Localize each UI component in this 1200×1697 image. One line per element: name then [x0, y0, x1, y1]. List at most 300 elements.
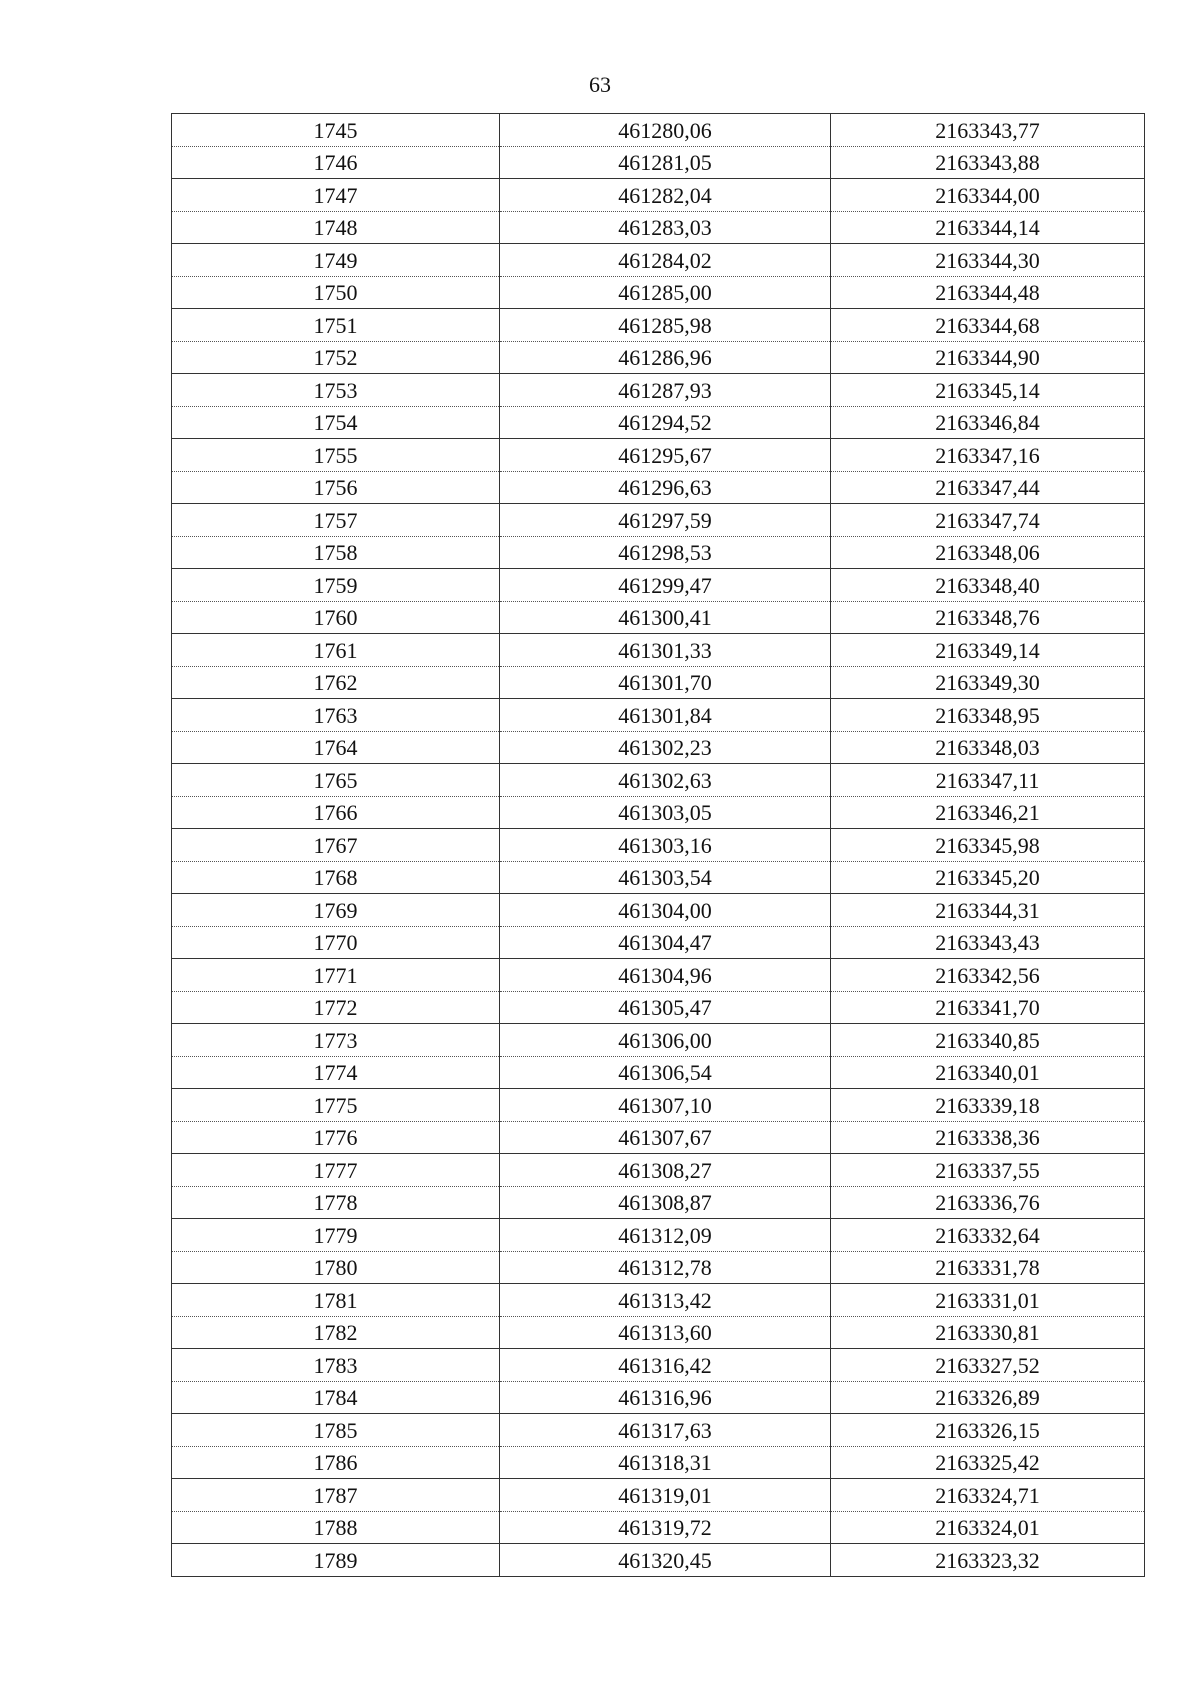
point-number-cell [172, 114, 500, 147]
table-row [172, 341, 1145, 374]
x-coordinate-value: 461283,03 [618, 215, 712, 240]
point-number-value: 1763 [313, 702, 358, 728]
y-coordinate-cell [831, 861, 1145, 894]
x-coordinate-value: 461319,72 [618, 1515, 712, 1540]
x-coordinate-value: 461286,96 [618, 345, 712, 370]
y-coordinate-cell [831, 504, 1145, 537]
y-coordinate-cell [831, 309, 1145, 342]
table-row [172, 536, 1145, 569]
point-number-value: 1762 [313, 670, 358, 695]
x-coordinate-cell [500, 1544, 831, 1577]
table-row [172, 1284, 1145, 1317]
point-number-cell [172, 211, 500, 244]
x-coordinate-value: 461297,59 [618, 507, 712, 533]
y-coordinate-cell [831, 699, 1145, 732]
y-coordinate-value: 2163343,43 [935, 930, 1040, 955]
x-coordinate-cell [500, 439, 831, 472]
point-number-value: 1765 [313, 767, 358, 793]
point-number-value: 1747 [313, 182, 358, 208]
point-number-value: 1778 [313, 1190, 358, 1215]
table-row [172, 861, 1145, 894]
y-coordinate-cell [831, 1414, 1145, 1447]
y-coordinate-value: 2163339,18 [935, 1092, 1040, 1118]
y-coordinate-value: 2163347,11 [935, 767, 1040, 793]
table-row [172, 764, 1145, 797]
y-coordinate-value: 2163324,71 [935, 1482, 1040, 1508]
x-coordinate-value: 461302,63 [618, 767, 712, 793]
x-coordinate-value: 461284,02 [618, 247, 712, 273]
y-coordinate-cell [831, 634, 1145, 667]
point-number-cell [172, 796, 500, 829]
point-number-cell [172, 634, 500, 667]
point-number-cell [172, 569, 500, 602]
point-number-cell [172, 536, 500, 569]
y-coordinate-cell [831, 1349, 1145, 1382]
y-coordinate-value: 2163346,84 [935, 410, 1040, 435]
point-number-value: 1779 [313, 1222, 358, 1248]
y-coordinate-value: 2163344,31 [935, 897, 1040, 923]
y-coordinate-cell [831, 1284, 1145, 1317]
x-coordinate-value: 461300,41 [618, 605, 712, 630]
x-coordinate-cell [500, 1121, 831, 1154]
point-number-cell [172, 1544, 500, 1577]
table-row [172, 699, 1145, 732]
point-number-value: 1789 [313, 1547, 358, 1573]
coordinates-table [171, 113, 1145, 1577]
table-row [172, 991, 1145, 1024]
x-coordinate-value: 461301,33 [618, 637, 712, 663]
point-number-value: 1775 [313, 1092, 358, 1118]
y-coordinate-cell [831, 374, 1145, 407]
y-coordinate-value: 2163326,89 [935, 1385, 1040, 1410]
y-coordinate-value: 2163337,55 [935, 1157, 1040, 1183]
table-row [172, 1381, 1145, 1414]
y-coordinate-cell [831, 731, 1145, 764]
y-coordinate-value: 2163344,30 [935, 247, 1040, 273]
y-coordinate-cell [831, 1219, 1145, 1252]
point-number-cell [172, 1024, 500, 1057]
table-row [172, 1414, 1145, 1447]
point-number-cell [172, 309, 500, 342]
x-coordinate-cell [500, 1219, 831, 1252]
point-number-value: 1780 [313, 1255, 358, 1280]
y-coordinate-value: 2163325,42 [935, 1450, 1040, 1475]
y-coordinate-value: 2163342,56 [935, 962, 1040, 988]
y-coordinate-cell [831, 829, 1145, 862]
y-coordinate-value: 2163347,16 [935, 442, 1040, 468]
y-coordinate-value: 2163331,01 [935, 1287, 1040, 1313]
table-row [172, 471, 1145, 504]
y-coordinate-value: 2163345,20 [935, 865, 1040, 890]
y-coordinate-value: 2163344,00 [935, 182, 1040, 208]
point-number-value: 1756 [313, 475, 358, 500]
point-number-cell [172, 1186, 500, 1219]
y-coordinate-value: 2163349,14 [935, 637, 1040, 663]
x-coordinate-value: 461280,06 [618, 117, 712, 143]
x-coordinate-value: 461282,04 [618, 182, 712, 208]
x-coordinate-value: 461303,16 [618, 832, 712, 858]
x-coordinate-cell [500, 1056, 831, 1089]
x-coordinate-value: 461296,63 [618, 475, 712, 500]
point-number-cell [172, 1154, 500, 1187]
table-row [172, 374, 1145, 407]
x-coordinate-cell [500, 471, 831, 504]
x-coordinate-cell [500, 146, 831, 179]
x-coordinate-value: 461319,01 [618, 1482, 712, 1508]
table-row [172, 894, 1145, 927]
point-number-value: 1750 [313, 280, 358, 305]
x-coordinate-cell [500, 991, 831, 1024]
x-coordinate-cell [500, 926, 831, 959]
table-row [172, 406, 1145, 439]
point-number-value: 1783 [313, 1352, 358, 1378]
y-coordinate-cell [831, 926, 1145, 959]
y-coordinate-value: 2163346,21 [935, 800, 1040, 825]
x-coordinate-value: 461307,10 [618, 1092, 712, 1118]
point-number-cell [172, 1284, 500, 1317]
page-number: 63 [589, 72, 611, 97]
x-coordinate-cell [500, 341, 831, 374]
point-number-cell [172, 764, 500, 797]
x-coordinate-cell [500, 1316, 831, 1349]
y-coordinate-cell [831, 1186, 1145, 1219]
x-coordinate-cell [500, 959, 831, 992]
x-coordinate-cell [500, 894, 831, 927]
y-coordinate-cell [831, 1154, 1145, 1187]
point-number-cell [172, 341, 500, 374]
y-coordinate-cell [831, 991, 1145, 1024]
x-coordinate-cell [500, 1024, 831, 1057]
y-coordinate-value: 2163344,14 [935, 215, 1040, 240]
y-coordinate-cell [831, 666, 1145, 699]
x-coordinate-cell [500, 634, 831, 667]
table-row [172, 146, 1145, 179]
table-row [172, 1219, 1145, 1252]
y-coordinate-value: 2163348,40 [935, 572, 1040, 598]
y-coordinate-cell [831, 959, 1145, 992]
y-coordinate-value: 2163348,76 [935, 605, 1040, 630]
point-number-cell [172, 1479, 500, 1512]
point-number-value: 1766 [313, 800, 358, 825]
point-number-cell [172, 439, 500, 472]
x-coordinate-cell [500, 699, 831, 732]
y-coordinate-cell [831, 1251, 1145, 1284]
table-row [172, 829, 1145, 862]
y-coordinate-cell [831, 1381, 1145, 1414]
point-number-value: 1785 [313, 1417, 358, 1443]
y-coordinate-cell [831, 276, 1145, 309]
x-coordinate-cell [500, 179, 831, 212]
point-number-cell [172, 471, 500, 504]
y-coordinate-value: 2163344,48 [935, 280, 1040, 305]
table-row [172, 926, 1145, 959]
table-row [172, 1089, 1145, 1122]
x-coordinate-value: 461308,87 [618, 1190, 712, 1215]
table-row [172, 1446, 1145, 1479]
y-coordinate-cell [831, 114, 1145, 147]
y-coordinate-cell [831, 439, 1145, 472]
point-number-value: 1752 [313, 345, 358, 370]
point-number-cell [172, 1219, 500, 1252]
x-coordinate-cell [500, 569, 831, 602]
table-row [172, 1511, 1145, 1544]
y-coordinate-cell [831, 1121, 1145, 1154]
x-coordinate-value: 461318,31 [618, 1450, 712, 1475]
point-number-cell [172, 601, 500, 634]
point-number-value: 1748 [313, 215, 358, 240]
point-number-cell [172, 1121, 500, 1154]
table-row [172, 211, 1145, 244]
x-coordinate-cell [500, 309, 831, 342]
x-coordinate-value: 461287,93 [618, 377, 712, 403]
table-row [172, 244, 1145, 277]
y-coordinate-value: 2163336,76 [935, 1190, 1040, 1215]
table-row [172, 959, 1145, 992]
point-number-value: 1745 [313, 117, 358, 143]
point-number-value: 1782 [313, 1320, 358, 1345]
point-number-value: 1753 [313, 377, 358, 403]
point-number-value: 1786 [313, 1450, 358, 1475]
x-coordinate-value: 461285,98 [618, 312, 712, 338]
y-coordinate-value: 2163340,85 [935, 1027, 1040, 1053]
x-coordinate-cell [500, 764, 831, 797]
point-number-value: 1764 [313, 735, 358, 760]
point-number-cell [172, 666, 500, 699]
x-coordinate-value: 461301,84 [618, 702, 712, 728]
y-coordinate-cell [831, 341, 1145, 374]
y-coordinate-value: 2163324,01 [935, 1515, 1040, 1540]
point-number-cell [172, 244, 500, 277]
point-number-value: 1757 [313, 507, 358, 533]
x-coordinate-value: 461312,78 [618, 1255, 712, 1280]
x-coordinate-value: 461305,47 [618, 995, 712, 1020]
y-coordinate-cell [831, 796, 1145, 829]
y-coordinate-cell [831, 569, 1145, 602]
table-row [172, 666, 1145, 699]
point-number-cell [172, 861, 500, 894]
x-coordinate-cell [500, 731, 831, 764]
x-coordinate-cell [500, 504, 831, 537]
x-coordinate-cell [500, 276, 831, 309]
point-number-cell [172, 1349, 500, 1382]
y-coordinate-cell [831, 1089, 1145, 1122]
x-coordinate-value: 461285,00 [618, 280, 712, 305]
y-coordinate-value: 2163348,06 [935, 540, 1040, 565]
x-coordinate-value: 461298,53 [618, 540, 712, 565]
point-number-value: 1784 [313, 1385, 358, 1410]
point-number-cell [172, 991, 500, 1024]
y-coordinate-cell [831, 1316, 1145, 1349]
point-number-value: 1774 [313, 1060, 358, 1085]
point-number-cell [172, 406, 500, 439]
x-coordinate-value: 461304,47 [618, 930, 712, 955]
point-number-cell [172, 276, 500, 309]
x-coordinate-value: 461313,60 [618, 1320, 712, 1345]
y-coordinate-cell [831, 406, 1145, 439]
y-coordinate-value: 2163344,90 [935, 345, 1040, 370]
point-number-cell [172, 1446, 500, 1479]
table-row [172, 1349, 1145, 1382]
y-coordinate-value: 2163343,88 [935, 150, 1040, 175]
point-number-cell [172, 1511, 500, 1544]
point-number-value: 1772 [313, 995, 358, 1020]
point-number-value: 1760 [313, 605, 358, 630]
x-coordinate-cell [500, 1251, 831, 1284]
point-number-value: 1761 [313, 637, 358, 663]
y-coordinate-cell [831, 1024, 1145, 1057]
point-number-cell [172, 1251, 500, 1284]
x-coordinate-cell [500, 406, 831, 439]
x-coordinate-value: 461312,09 [618, 1222, 712, 1248]
x-coordinate-cell [500, 601, 831, 634]
x-coordinate-cell [500, 536, 831, 569]
point-number-cell [172, 926, 500, 959]
y-coordinate-value: 2163347,44 [935, 475, 1040, 500]
y-coordinate-cell [831, 1479, 1145, 1512]
x-coordinate-value: 461303,54 [618, 865, 712, 890]
x-coordinate-cell [500, 796, 831, 829]
x-coordinate-cell [500, 374, 831, 407]
y-coordinate-value: 2163345,98 [935, 832, 1040, 858]
x-coordinate-value: 461304,00 [618, 897, 712, 923]
y-coordinate-value: 2163323,32 [935, 1547, 1040, 1573]
x-coordinate-cell [500, 1446, 831, 1479]
point-number-value: 1781 [313, 1287, 358, 1313]
y-coordinate-cell [831, 764, 1145, 797]
x-coordinate-value: 461303,05 [618, 800, 712, 825]
x-coordinate-value: 461307,67 [618, 1125, 712, 1150]
x-coordinate-cell [500, 1186, 831, 1219]
x-coordinate-cell [500, 1284, 831, 1317]
y-coordinate-value: 2163344,68 [935, 312, 1040, 338]
y-coordinate-value: 2163348,03 [935, 735, 1040, 760]
point-number-value: 1787 [313, 1482, 358, 1508]
point-number-value: 1758 [313, 540, 358, 565]
x-coordinate-value: 461304,96 [618, 962, 712, 988]
y-coordinate-value: 2163327,52 [935, 1352, 1040, 1378]
x-coordinate-value: 461320,45 [618, 1547, 712, 1573]
y-coordinate-value: 2163332,64 [935, 1222, 1040, 1248]
table-row [172, 569, 1145, 602]
y-coordinate-cell [831, 244, 1145, 277]
x-coordinate-value: 461308,27 [618, 1157, 712, 1183]
x-coordinate-value: 461295,67 [618, 442, 712, 468]
y-coordinate-cell [831, 471, 1145, 504]
table-row [172, 1024, 1145, 1057]
table-row [172, 601, 1145, 634]
x-coordinate-value: 461301,70 [618, 670, 712, 695]
y-coordinate-cell [831, 1446, 1145, 1479]
point-number-cell [172, 894, 500, 927]
x-coordinate-value: 461317,63 [618, 1417, 712, 1443]
x-coordinate-cell [500, 1479, 831, 1512]
point-number-value: 1754 [313, 410, 358, 435]
table-row [172, 1544, 1145, 1577]
x-coordinate-value: 461299,47 [618, 572, 712, 598]
point-number-value: 1759 [313, 572, 358, 598]
x-coordinate-cell [500, 1381, 831, 1414]
x-coordinate-cell [500, 861, 831, 894]
table-row [172, 504, 1145, 537]
x-coordinate-cell [500, 114, 831, 147]
point-number-cell [172, 179, 500, 212]
y-coordinate-value: 2163330,81 [935, 1320, 1040, 1345]
table-row [172, 796, 1145, 829]
table-row [172, 634, 1145, 667]
point-number-value: 1770 [313, 930, 358, 955]
y-coordinate-value: 2163338,36 [935, 1125, 1040, 1150]
x-coordinate-value: 461294,52 [618, 410, 712, 435]
point-number-cell [172, 959, 500, 992]
x-coordinate-value: 461316,96 [618, 1385, 712, 1410]
table-row [172, 1154, 1145, 1187]
y-coordinate-cell [831, 146, 1145, 179]
point-number-cell [172, 699, 500, 732]
point-number-value: 1755 [313, 442, 358, 468]
x-coordinate-value: 461302,23 [618, 735, 712, 760]
point-number-cell [172, 504, 500, 537]
y-coordinate-value: 2163326,15 [935, 1417, 1040, 1443]
y-coordinate-value: 2163345,14 [935, 377, 1040, 403]
point-number-cell [172, 1316, 500, 1349]
point-number-value: 1769 [313, 897, 358, 923]
x-coordinate-cell [500, 244, 831, 277]
table-row [172, 1186, 1145, 1219]
y-coordinate-value: 2163347,74 [935, 507, 1040, 533]
table-row [172, 179, 1145, 212]
point-number-cell [172, 1381, 500, 1414]
x-coordinate-value: 461306,00 [618, 1027, 712, 1053]
x-coordinate-cell [500, 666, 831, 699]
table-row [172, 439, 1145, 472]
point-number-cell [172, 374, 500, 407]
y-coordinate-value: 2163349,30 [935, 670, 1040, 695]
point-number-value: 1771 [313, 962, 358, 988]
point-number-cell [172, 1056, 500, 1089]
point-number-cell [172, 1414, 500, 1447]
y-coordinate-cell [831, 179, 1145, 212]
x-coordinate-value: 461306,54 [618, 1060, 712, 1085]
point-number-value: 1788 [313, 1515, 358, 1540]
table-row [172, 276, 1145, 309]
point-number-value: 1773 [313, 1027, 358, 1053]
point-number-cell [172, 731, 500, 764]
y-coordinate-cell [831, 211, 1145, 244]
x-coordinate-cell [500, 1349, 831, 1382]
point-number-value: 1746 [313, 150, 358, 175]
table-row [172, 731, 1145, 764]
table-row [172, 1479, 1145, 1512]
x-coordinate-cell [500, 1414, 831, 1447]
point-number-value: 1751 [313, 312, 358, 338]
y-coordinate-cell [831, 1544, 1145, 1577]
table-row [172, 114, 1145, 147]
table-row [172, 1121, 1145, 1154]
y-coordinate-cell [831, 536, 1145, 569]
table-row [172, 309, 1145, 342]
point-number-value: 1768 [313, 865, 358, 890]
point-number-cell [172, 829, 500, 862]
x-coordinate-cell [500, 829, 831, 862]
x-coordinate-value: 461316,42 [618, 1352, 712, 1378]
y-coordinate-value: 2163331,78 [935, 1255, 1040, 1280]
x-coordinate-cell [500, 1511, 831, 1544]
y-coordinate-value: 2163343,77 [935, 117, 1040, 143]
table-row [172, 1251, 1145, 1284]
y-coordinate-cell [831, 1511, 1145, 1544]
x-coordinate-cell [500, 211, 831, 244]
point-number-value: 1767 [313, 832, 358, 858]
